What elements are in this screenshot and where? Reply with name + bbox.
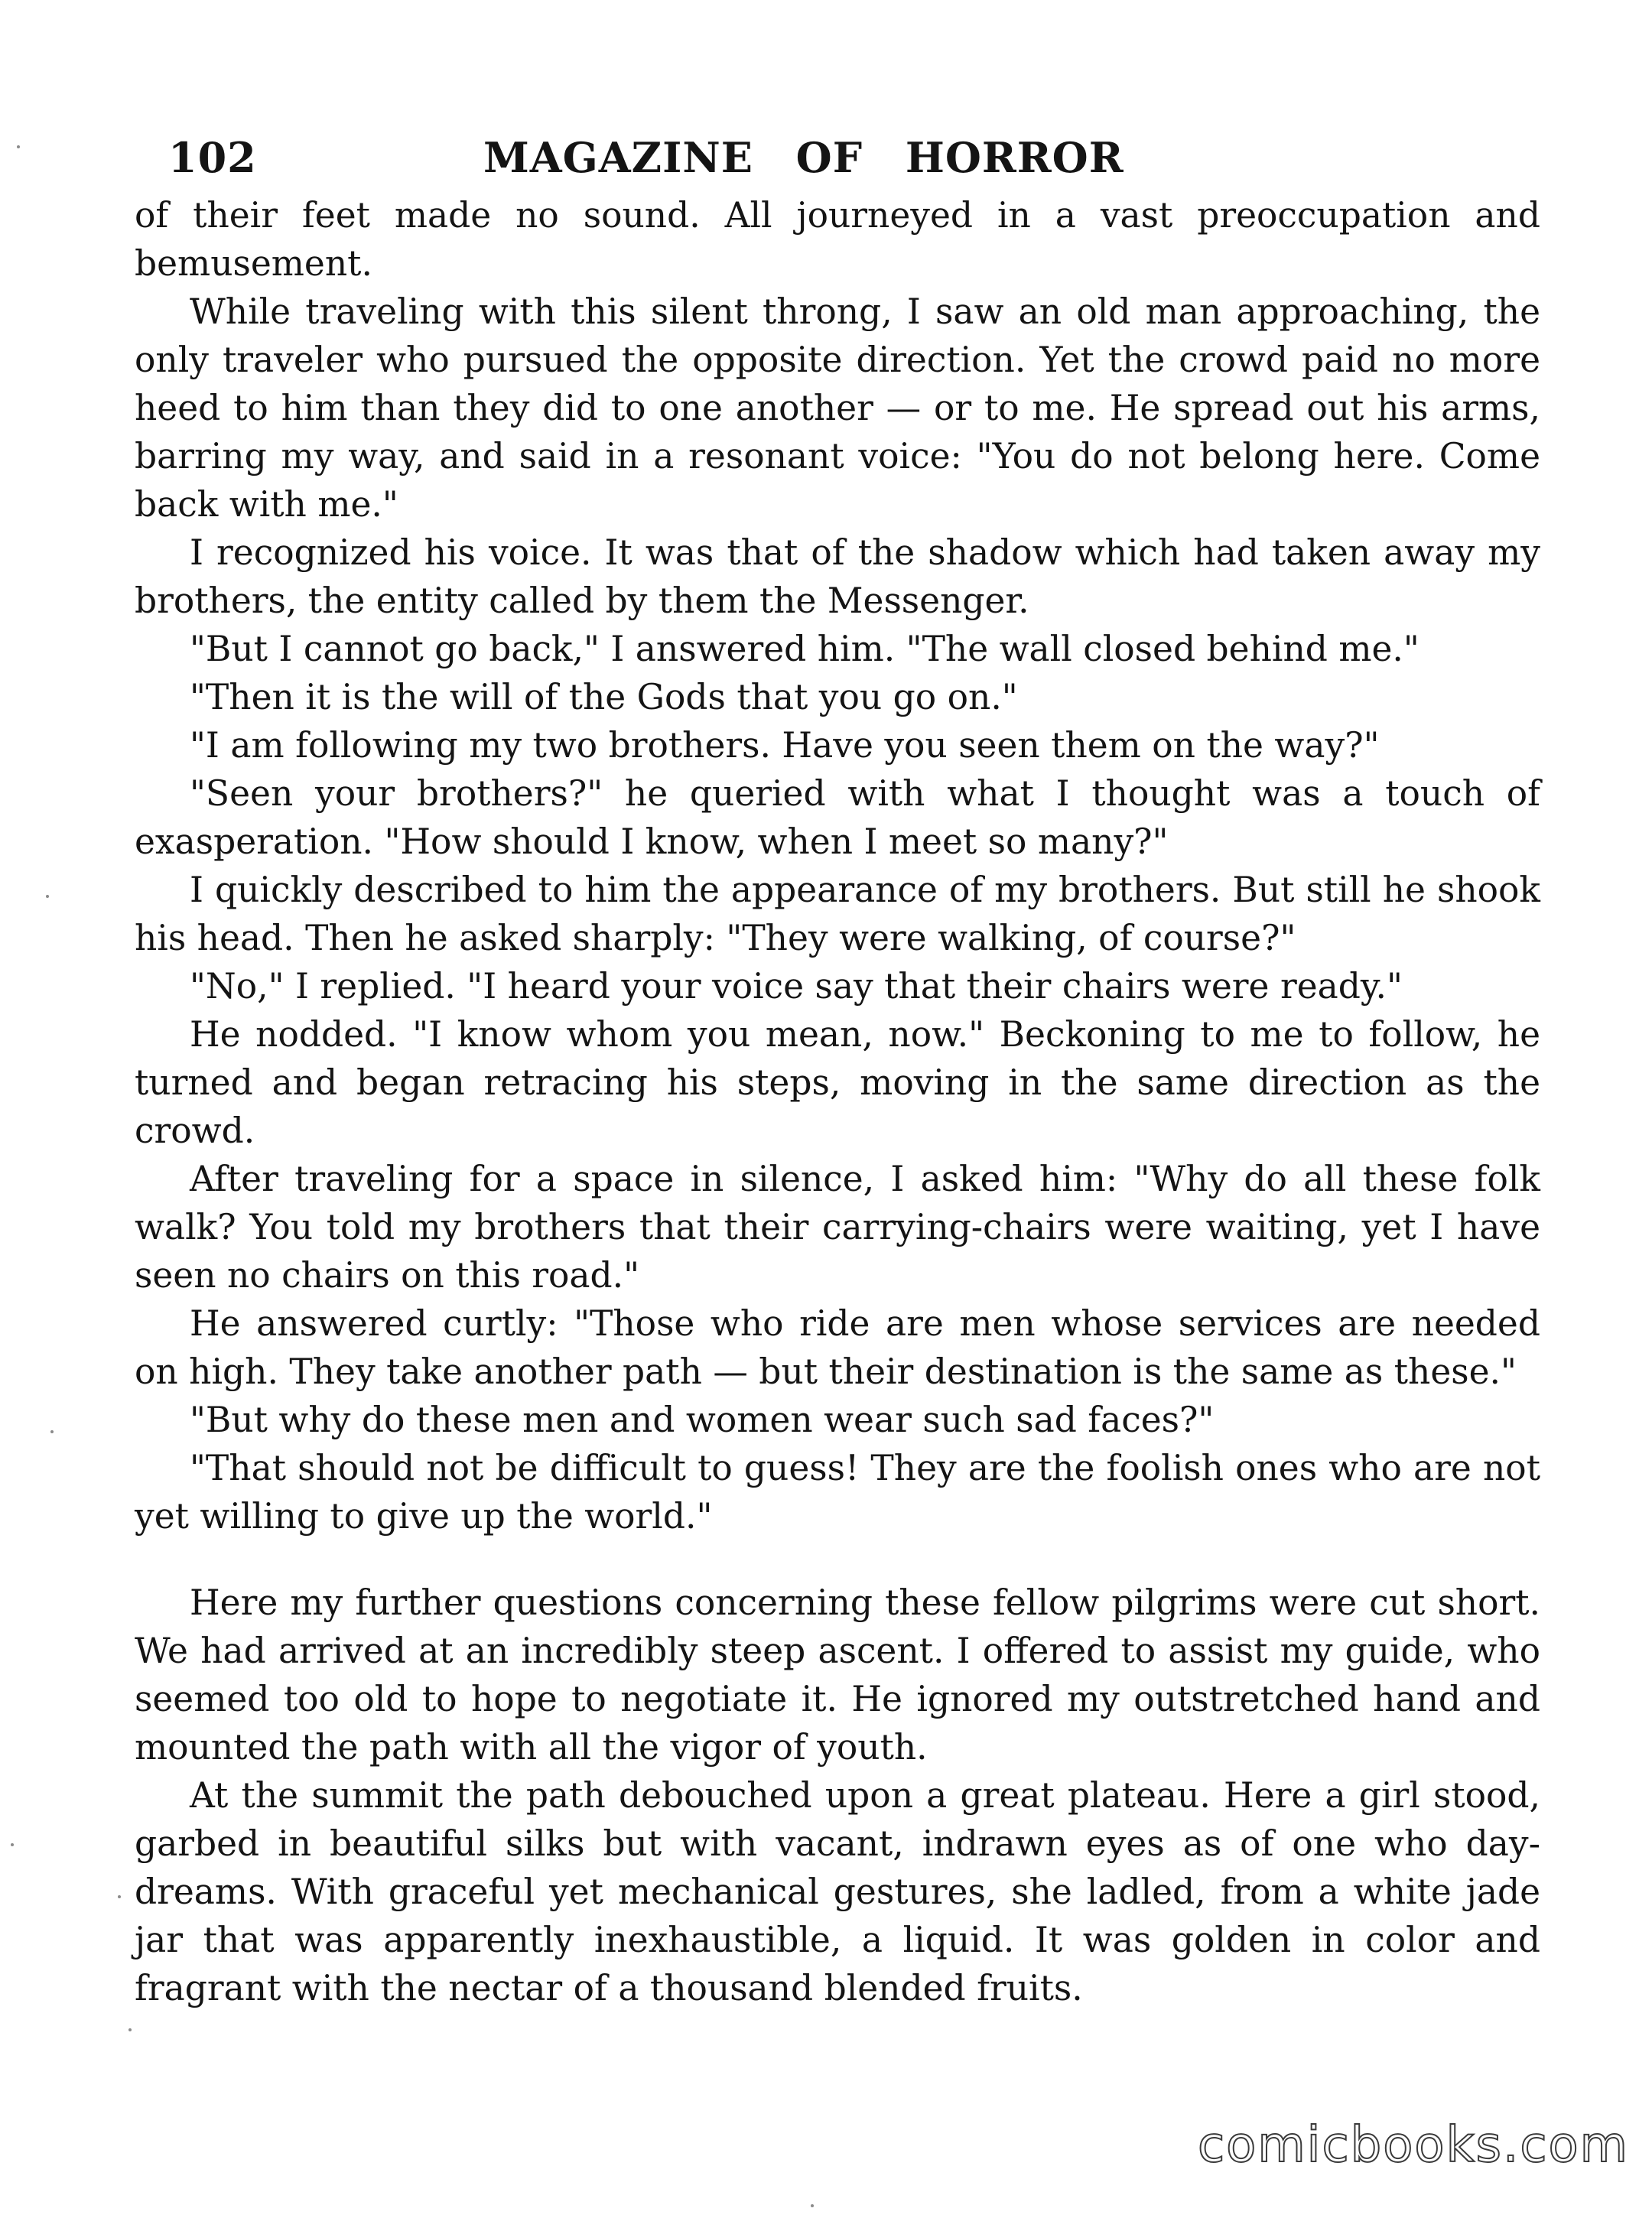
paragraph: At the summit the path debouched upon a great plateau. Here a girl stood, garbed in beautiful silks but with vacant, indrawn eyes as of one who day-dreams. With graceful yet mechanical gestures, she ladled, from a white jade jar that was apparently inexhaustible, a liquid. It was golden in color and fragrant with the nectar of a thousand blended fruits.	[135, 1775, 1540, 2008]
print-speck	[17, 145, 20, 148]
print-speck	[11, 1843, 14, 1846]
paragraph: While traveling with this silent throng, I saw an old man approaching, the only traveler who pursued the opposite direction. Yet the crowd paid no more heed to him than they did to one another — or to me. He spread out his arms, barring my way, and said in a resonant voice: "You do not belong here. Come back with me."	[135, 291, 1540, 525]
paragraph: "I am following my two brothers. Have you seen them on the way?"	[190, 725, 1380, 766]
paragraph: "But why do these men and women wear such sad faces?"	[190, 1400, 1215, 1440]
print-speck	[811, 2204, 814, 2207]
paragraph: Here my further questions concerning these fellow pilgrims were cut short. We had arrived at an incredibly steep ascent. I offered to assist my guide, who seemed too old to hope to negotiate it. He ignored my outstretched hand and mounted the path with all the vigor of youth.	[135, 1582, 1540, 1768]
paragraph: "But I cannot go back," I answered him. "The wall closed behind me."	[190, 629, 1419, 669]
print-speck	[46, 895, 49, 898]
running-head: MAGAZINE OF HORROR	[483, 133, 1124, 182]
page-number: 102	[168, 133, 257, 182]
paragraph: of their feet made no sound. All journeyed in a vast preoccupation and bemusement.	[135, 195, 1540, 284]
paragraph: He nodded. "I know whom you mean, now." Beckoning to me to follow, he turned and began retracing his steps, moving in the same direction as the crowd.	[135, 1014, 1540, 1151]
section-break	[135, 1540, 1540, 1579]
paragraph: "No," I replied. "I heard your voice say that their chairs were ready."	[190, 966, 1403, 1007]
story-text	[135, 191, 1540, 2012]
magazine-page	[135, 122, 1540, 2012]
paragraph: "That should not be difficult to guess! They are the foolish ones who are not yet willing to give up the world."	[135, 1448, 1540, 1537]
paragraph: He answered curtly: "Those who ride are men whose services are needed on high. They take another path — but their destination is the same as these."	[135, 1303, 1540, 1392]
paragraph: "Then it is the will of the Gods that you go on."	[190, 677, 1018, 717]
page-header	[135, 122, 1540, 191]
paragraph: After traveling for a space in silence, I asked him: "Why do all these folk walk? You told my brothers that their carrying-chairs were waiting, yet I have seen no chairs on this road."	[135, 1159, 1540, 1296]
paragraph: I recognized his voice. It was that of the shadow which had taken away my brothers, the entity called by them the Messenger.	[135, 532, 1540, 621]
print-speck	[118, 1895, 121, 1898]
paragraph: I quickly described to him the appearance of my brothers. But still he shook his head. Then he asked sharply: "They were walking, of course?"	[135, 870, 1540, 958]
print-speck	[50, 1430, 54, 1433]
print-speck	[128, 2028, 132, 2031]
paragraph: "Seen your brothers?" he queried with what I thought was a touch of exasperation. "How should I know, when I meet so many?"	[135, 773, 1540, 862]
watermark-logo: comicbooks.com	[1197, 2117, 1629, 2174]
